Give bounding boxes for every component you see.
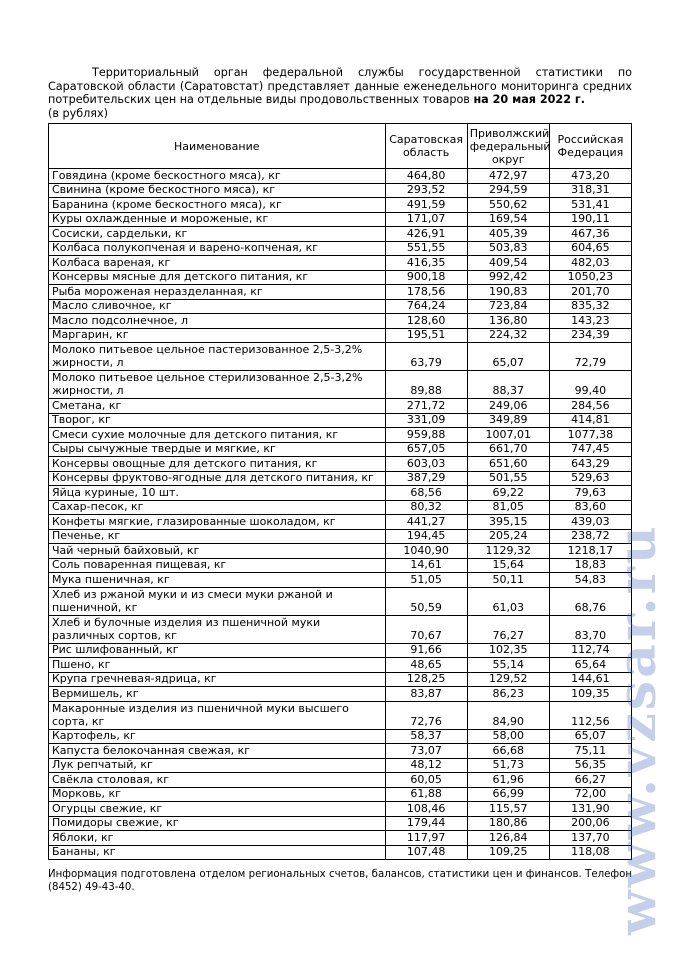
russia-price-cell: 131,90 — [549, 802, 631, 817]
units-note: (в рублях) — [48, 106, 109, 120]
table-row — [49, 212, 632, 227]
volga-price-cell: 395,15 — [467, 515, 549, 530]
volga-price-cell: 109,25 — [467, 845, 549, 860]
saratov-price-cell: 441,27 — [385, 515, 467, 530]
russia-price-cell: 747,45 — [549, 442, 631, 457]
table-row — [49, 573, 632, 588]
table-row — [49, 587, 632, 615]
product-name-cell: Куры охлажденные и мороженые, кг — [49, 212, 386, 227]
russia-price-cell: 75,11 — [549, 744, 631, 759]
russia-price-cell: 66,27 — [549, 773, 631, 788]
saratov-price-cell: 68,56 — [385, 486, 467, 501]
volga-price-cell: 50,11 — [467, 573, 549, 588]
volga-price-cell: 81,05 — [467, 500, 549, 515]
volga-price-cell: 55,14 — [467, 658, 549, 673]
russia-price-cell: 439,03 — [549, 515, 631, 530]
saratov-price-cell: 89,88 — [385, 371, 467, 399]
russia-price-cell: 234,39 — [549, 328, 631, 343]
russia-price-cell: 1050,23 — [549, 270, 631, 285]
table-row — [49, 413, 632, 428]
product-name-cell: Яйца куриные, 10 шт. — [49, 486, 386, 501]
report-date: на 20 мая 2022 г. — [473, 93, 585, 107]
product-name-cell: Яблоки, кг — [49, 831, 386, 846]
product-name-cell: Консервы фруктово-ягодные для детского питания, кг — [49, 471, 386, 486]
table-row — [49, 442, 632, 457]
product-name-cell: Мука пшеничная, кг — [49, 573, 386, 588]
header-russia: Российская Федерация — [549, 124, 631, 169]
table-row — [49, 729, 632, 744]
saratov-price-cell: 194,45 — [385, 529, 467, 544]
saratov-price-cell: 63,79 — [385, 343, 467, 371]
volga-price-cell: 190,83 — [467, 285, 549, 300]
russia-price-cell: 137,70 — [549, 831, 631, 846]
product-name-cell: Свёкла столовая, кг — [49, 773, 386, 788]
saratov-price-cell: 959,88 — [385, 428, 467, 443]
table-row — [49, 787, 632, 802]
saratov-price-cell: 83,87 — [385, 687, 467, 702]
volga-price-cell: 651,60 — [467, 457, 549, 472]
russia-price-cell: 531,41 — [549, 198, 631, 213]
product-name-cell: Печенье, кг — [49, 529, 386, 544]
table-row — [49, 343, 632, 371]
product-name-cell: Колбаса полукопченая и варено-копченая, кг — [49, 241, 386, 256]
saratov-price-cell: 464,80 — [385, 169, 467, 184]
product-name-cell: Сыры сычужные твердые и мягкие, кг — [49, 442, 386, 457]
table-row — [49, 314, 632, 329]
russia-price-cell: 65,07 — [549, 729, 631, 744]
volga-price-cell: 992,42 — [467, 270, 549, 285]
volga-price-cell: 58,00 — [467, 729, 549, 744]
saratov-price-cell: 293,52 — [385, 183, 467, 198]
russia-price-cell: 83,60 — [549, 500, 631, 515]
volga-price-cell: 65,07 — [467, 343, 549, 371]
table-row — [49, 328, 632, 343]
table-row — [49, 285, 632, 300]
table-row — [49, 816, 632, 831]
volga-price-cell: 61,03 — [467, 587, 549, 615]
table-row — [49, 758, 632, 773]
saratov-price-cell: 107,48 — [385, 845, 467, 860]
volga-price-cell: 84,90 — [467, 701, 549, 729]
russia-price-cell: 414,81 — [549, 413, 631, 428]
russia-price-cell: 109,35 — [549, 687, 631, 702]
table-row — [49, 183, 632, 198]
table-row — [49, 687, 632, 702]
product-name-cell: Масло подсолнечное, л — [49, 314, 386, 329]
volga-price-cell: 349,89 — [467, 413, 549, 428]
site-watermark: www.vzsar.ru — [607, 523, 668, 935]
product-name-cell: Рыба мороженая неразделанная, кг — [49, 285, 386, 300]
product-name-cell: Маргарин, кг — [49, 328, 386, 343]
saratov-price-cell: 50,59 — [385, 587, 467, 615]
product-name-cell: Чай черный байховый, кг — [49, 544, 386, 559]
saratov-price-cell: 48,65 — [385, 658, 467, 673]
product-name-cell: Пшено, кг — [49, 658, 386, 673]
volga-price-cell: 15,64 — [467, 558, 549, 573]
volga-price-cell: 102,35 — [467, 643, 549, 658]
saratov-price-cell: 73,07 — [385, 744, 467, 759]
product-name-cell: Молоко питьевое цельное стерилизованное 2,5-3,2% жирности, л — [49, 371, 386, 399]
table-row — [49, 744, 632, 759]
saratov-price-cell: 60,05 — [385, 773, 467, 788]
product-name-cell: Смеси сухие молочные для детского питания, кг — [49, 428, 386, 443]
saratov-price-cell: 551,55 — [385, 241, 467, 256]
russia-price-cell: 201,70 — [549, 285, 631, 300]
saratov-price-cell: 416,35 — [385, 256, 467, 271]
russia-price-cell: 604,65 — [549, 241, 631, 256]
volga-price-cell: 66,99 — [467, 787, 549, 802]
russia-price-cell: 68,76 — [549, 587, 631, 615]
saratov-price-cell: 80,32 — [385, 500, 467, 515]
table-row — [49, 544, 632, 559]
russia-price-cell: 473,20 — [549, 169, 631, 184]
russia-price-cell: 482,03 — [549, 256, 631, 271]
table-row — [49, 845, 632, 860]
volga-price-cell: 409,54 — [467, 256, 549, 271]
volga-price-cell: 61,96 — [467, 773, 549, 788]
russia-price-cell: 643,29 — [549, 457, 631, 472]
volga-price-cell: 69,22 — [467, 486, 549, 501]
volga-price-cell: 1007,01 — [467, 428, 549, 443]
product-name-cell: Морковь, кг — [49, 787, 386, 802]
product-name-cell: Лук репчатый, кг — [49, 758, 386, 773]
intro-text: Территориальный орган федеральной службы государственной статистики по Саратовской области (Саратовстат) представляет данные еженедельного мониторинга средних потребительских цен на отдельные виды продовольственных товаров — [48, 66, 632, 107]
saratov-price-cell: 128,60 — [385, 314, 467, 329]
price-table — [48, 123, 632, 860]
table-row — [49, 615, 632, 643]
russia-price-cell: 54,83 — [549, 573, 631, 588]
product-name-cell: Рис шлифованный, кг — [49, 643, 386, 658]
saratov-price-cell: 51,05 — [385, 573, 467, 588]
table-row — [49, 241, 632, 256]
saratov-price-cell: 128,25 — [385, 672, 467, 687]
product-name-cell: Колбаса вареная, кг — [49, 256, 386, 271]
header-name: Наименование — [49, 124, 386, 169]
table-row — [49, 529, 632, 544]
saratov-price-cell: 1040,90 — [385, 544, 467, 559]
table-body — [49, 169, 632, 860]
russia-price-cell: 79,63 — [549, 486, 631, 501]
russia-price-cell: 1077,38 — [549, 428, 631, 443]
russia-price-cell: 83,70 — [549, 615, 631, 643]
product-name-cell: Крупа гречневая-ядрица, кг — [49, 672, 386, 687]
saratov-price-cell: 426,91 — [385, 227, 467, 242]
volga-price-cell: 723,84 — [467, 299, 549, 314]
saratov-price-cell: 91,66 — [385, 643, 467, 658]
volga-price-cell: 180,86 — [467, 816, 549, 831]
volga-price-cell: 472,97 — [467, 169, 549, 184]
russia-price-cell: 190,11 — [549, 212, 631, 227]
table-row — [49, 227, 632, 242]
russia-price-cell: 238,72 — [549, 529, 631, 544]
product-name-cell: Картофель, кг — [49, 729, 386, 744]
russia-price-cell: 1218,17 — [549, 544, 631, 559]
russia-price-cell: 118,08 — [549, 845, 631, 860]
table-row — [49, 198, 632, 213]
volga-price-cell: 115,57 — [467, 802, 549, 817]
russia-price-cell: 56,35 — [549, 758, 631, 773]
volga-price-cell: 126,84 — [467, 831, 549, 846]
table-row — [49, 270, 632, 285]
product-name-cell: Консервы овощные для детского питания, кг — [49, 457, 386, 472]
product-name-cell: Сосиски, сардельки, кг — [49, 227, 386, 242]
product-name-cell: Соль поваренная пищевая, кг — [49, 558, 386, 573]
russia-price-cell: 112,56 — [549, 701, 631, 729]
saratov-price-cell: 48,12 — [385, 758, 467, 773]
table-row — [49, 643, 632, 658]
saratov-price-cell: 271,72 — [385, 399, 467, 414]
volga-price-cell: 550,62 — [467, 198, 549, 213]
saratov-price-cell: 117,97 — [385, 831, 467, 846]
saratov-price-cell: 14,61 — [385, 558, 467, 573]
russia-price-cell: 144,61 — [549, 672, 631, 687]
volga-price-cell: 249,06 — [467, 399, 549, 414]
saratov-price-cell: 603,03 — [385, 457, 467, 472]
product-name-cell: Хлеб и булочные изделия из пшеничной муки различных сортов, кг — [49, 615, 386, 643]
saratov-price-cell: 387,29 — [385, 471, 467, 486]
table-row — [49, 299, 632, 314]
intro-paragraph — [48, 66, 632, 120]
volga-price-cell: 51,73 — [467, 758, 549, 773]
table-row — [49, 169, 632, 184]
table-row — [49, 500, 632, 515]
table-row — [49, 515, 632, 530]
product-name-cell: Свинина (кроме бескостного мяса), кг — [49, 183, 386, 198]
footer-note — [48, 868, 632, 894]
product-name-cell: Конфеты мягкие, глазированные шоколадом, кг — [49, 515, 386, 530]
saratov-price-cell: 657,05 — [385, 442, 467, 457]
product-name-cell: Хлеб из ржаной муки и из смеси муки ржаной и пшеничной, кг — [49, 587, 386, 615]
russia-price-cell: 143,23 — [549, 314, 631, 329]
product-name-cell: Сахар-песок, кг — [49, 500, 386, 515]
saratov-price-cell: 108,46 — [385, 802, 467, 817]
saratov-price-cell: 61,88 — [385, 787, 467, 802]
table-row — [49, 802, 632, 817]
saratov-price-cell: 58,37 — [385, 729, 467, 744]
product-name-cell: Масло сливочное, кг — [49, 299, 386, 314]
saratov-price-cell: 900,18 — [385, 270, 467, 285]
russia-price-cell: 72,00 — [549, 787, 631, 802]
volga-price-cell: 224,32 — [467, 328, 549, 343]
table-row — [49, 831, 632, 846]
russia-price-cell: 65,64 — [549, 658, 631, 673]
volga-price-cell: 294,59 — [467, 183, 549, 198]
russia-price-cell: 18,83 — [549, 558, 631, 573]
volga-price-cell: 66,68 — [467, 744, 549, 759]
header-saratov: Саратовская область — [385, 124, 467, 169]
saratov-price-cell: 179,44 — [385, 816, 467, 831]
volga-price-cell: 205,24 — [467, 529, 549, 544]
footer-text: Информация подготовлена отделом региональных счетов, балансов, статистики цен и финансов. Телефон (8452) 49-43-40. — [48, 869, 632, 893]
saratov-price-cell: 195,51 — [385, 328, 467, 343]
table-row — [49, 486, 632, 501]
product-name-cell: Огурцы свежие, кг — [49, 802, 386, 817]
product-name-cell: Говядина (кроме бескостного мяса), кг — [49, 169, 386, 184]
saratov-price-cell: 491,59 — [385, 198, 467, 213]
saratov-price-cell: 331,09 — [385, 413, 467, 428]
russia-price-cell: 318,31 — [549, 183, 631, 198]
russia-price-cell: 529,63 — [549, 471, 631, 486]
russia-price-cell: 284,56 — [549, 399, 631, 414]
header-volga: Приволжский федеральный округ — [467, 124, 549, 169]
saratov-price-cell: 72,76 — [385, 701, 467, 729]
volga-price-cell: 169,54 — [467, 212, 549, 227]
russia-price-cell: 99,40 — [549, 371, 631, 399]
product-name-cell: Вермишель, кг — [49, 687, 386, 702]
volga-price-cell: 405,39 — [467, 227, 549, 242]
product-name-cell: Сметана, кг — [49, 399, 386, 414]
saratov-price-cell: 178,56 — [385, 285, 467, 300]
table-row — [49, 256, 632, 271]
product-name-cell: Помидоры свежие, кг — [49, 816, 386, 831]
product-name-cell: Молоко питьевое цельное пастеризованное 2,5-3,2% жирности, л — [49, 343, 386, 371]
table-row — [49, 658, 632, 673]
table-row — [49, 558, 632, 573]
product-name-cell: Бананы, кг — [49, 845, 386, 860]
volga-price-cell: 503,83 — [467, 241, 549, 256]
saratov-price-cell: 70,67 — [385, 615, 467, 643]
product-name-cell: Капуста белокочанная свежая, кг — [49, 744, 386, 759]
table-row — [49, 773, 632, 788]
volga-price-cell: 76,27 — [467, 615, 549, 643]
volga-price-cell: 1129,32 — [467, 544, 549, 559]
product-name-cell: Консервы мясные для детского питания, кг — [49, 270, 386, 285]
volga-price-cell: 661,70 — [467, 442, 549, 457]
volga-price-cell: 136,80 — [467, 314, 549, 329]
table-row — [49, 672, 632, 687]
product-name-cell: Макаронные изделия из пшеничной муки высшего сорта, кг — [49, 701, 386, 729]
russia-price-cell: 467,36 — [549, 227, 631, 242]
table-row — [49, 701, 632, 729]
russia-price-cell: 72,79 — [549, 343, 631, 371]
product-name-cell: Баранина (кроме бескостного мяса), кг — [49, 198, 386, 213]
product-name-cell: Творог, кг — [49, 413, 386, 428]
saratov-price-cell: 171,07 — [385, 212, 467, 227]
table-header-row — [49, 124, 632, 169]
volga-price-cell: 86,23 — [467, 687, 549, 702]
volga-price-cell: 88,37 — [467, 371, 549, 399]
table-row — [49, 457, 632, 472]
table-row — [49, 399, 632, 414]
table-row — [49, 371, 632, 399]
russia-price-cell: 200,06 — [549, 816, 631, 831]
table-row — [49, 471, 632, 486]
russia-price-cell: 835,32 — [549, 299, 631, 314]
table-row — [49, 428, 632, 443]
russia-price-cell: 112,74 — [549, 643, 631, 658]
saratov-price-cell: 764,24 — [385, 299, 467, 314]
volga-price-cell: 501,55 — [467, 471, 549, 486]
volga-price-cell: 129,52 — [467, 672, 549, 687]
